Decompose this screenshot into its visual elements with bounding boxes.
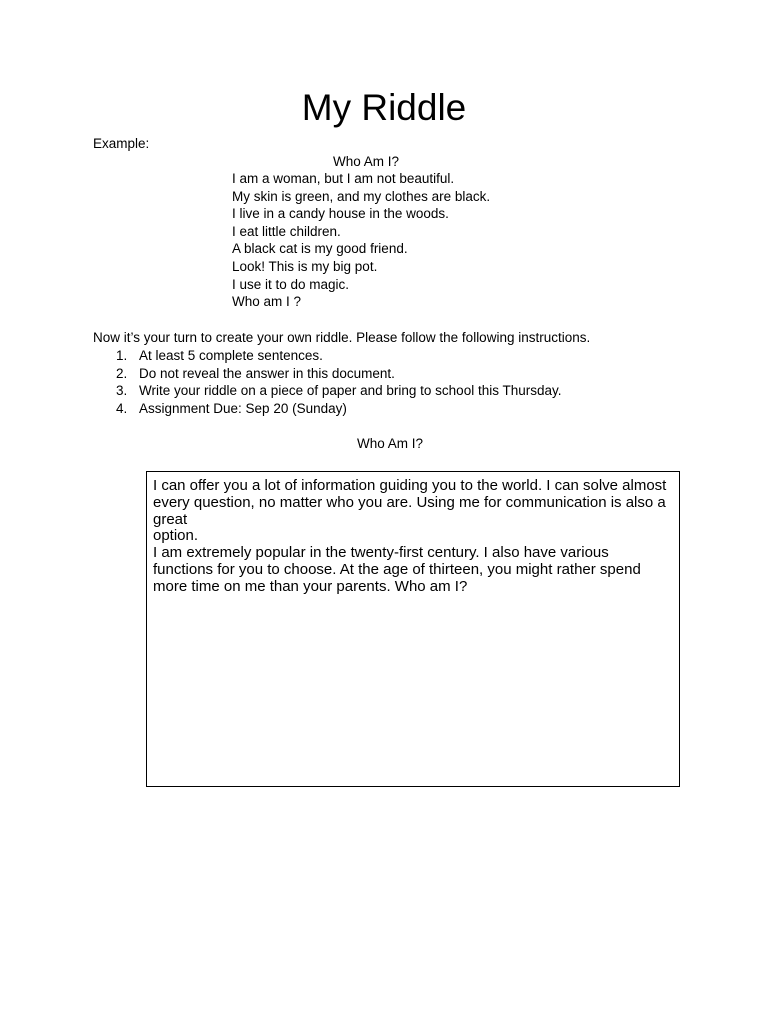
example-line: Who am I ? [232, 294, 302, 310]
example-line: A black cat is my good friend. [232, 241, 408, 257]
riddle-line: more time on me than your parents. Who am I? [153, 577, 468, 595]
page-title: My Riddle [301, 87, 467, 128]
example-label: Example: [93, 136, 150, 151]
riddle-line: I am extremely popular in the twenty-first century. I also have various [153, 544, 609, 562]
riddle-line: I can offer you a lot of information guiding you to the world. I can solve almost [153, 477, 667, 494]
example-heading: Who Am I? [333, 154, 400, 169]
instruction-number: 1. [116, 348, 128, 363]
riddle-line: option. [153, 527, 199, 545]
instructions-intro: Now it’s your turn to create your own riddle. Please follow the following instructions. [93, 330, 591, 345]
riddle-heading: Who Am I? [357, 436, 424, 451]
riddle-line: every question, no matter who you are. Using me for communication is also a great [153, 493, 666, 528]
instruction-number: 3. [116, 383, 128, 399]
instruction-text: Write your riddle on a piece of paper and bring to school this Thursday. [139, 383, 562, 399]
example-line: I eat little children. [232, 223, 341, 239]
example-line: I am a woman, but I am not beautiful. [232, 171, 455, 186]
riddle-line: functions for you to choose. At the age of thirteen, you might rather spend [153, 560, 641, 578]
riddle-text-box[interactable] [146, 471, 680, 787]
example-line: Look! This is my big pot. [232, 258, 378, 274]
instruction-text: At least 5 complete sentences. [139, 348, 323, 363]
example-line: My skin is green, and my clothes are black. [232, 188, 491, 204]
instruction-number: 4. [116, 400, 128, 416]
instruction-number: 2. [116, 365, 128, 381]
instruction-text: Assignment Due: Sep 20 (Sunday) [139, 400, 347, 416]
example-line: I use it to do magic. [232, 276, 350, 292]
instruction-text: Do not reveal the answer in this document. [139, 365, 395, 381]
example-line: I live in a candy house in the woods. [232, 206, 449, 222]
example-riddle-lines [232, 170, 490, 311]
